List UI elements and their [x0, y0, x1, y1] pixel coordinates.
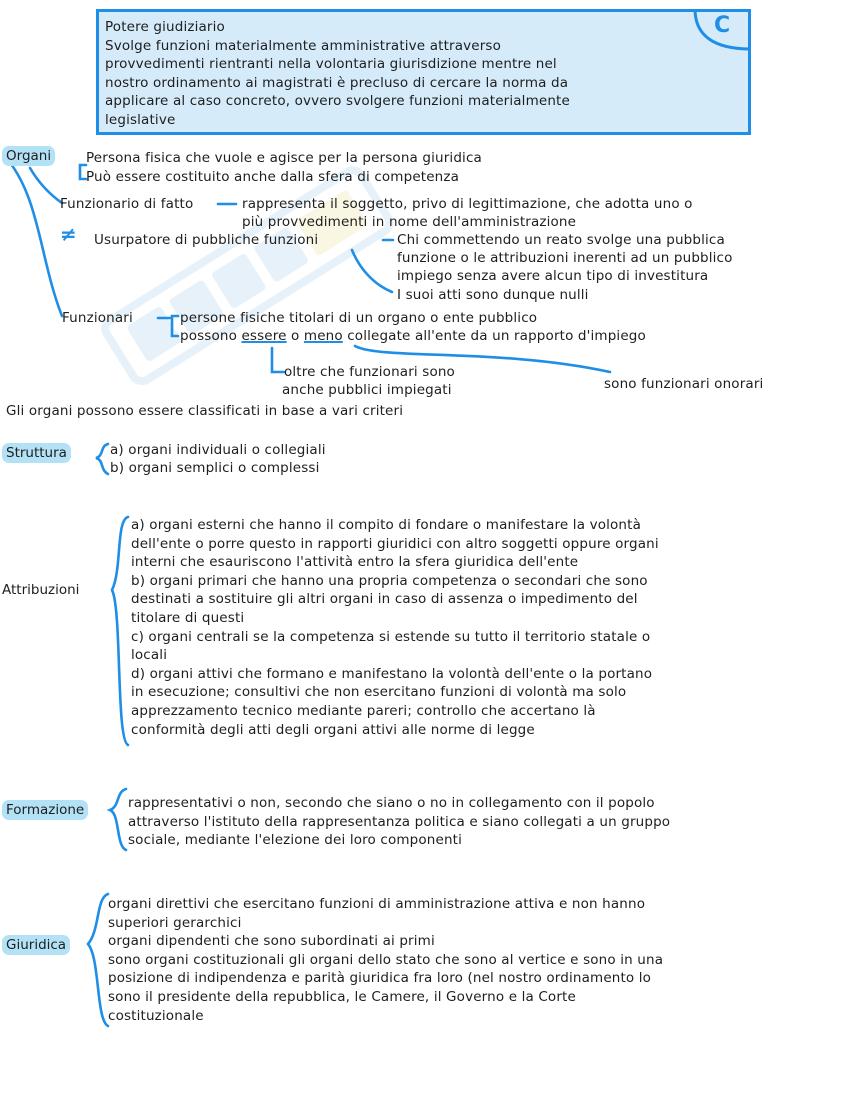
attribuzioni-line: destinati a sostituire gli altri organi in caso di assenza o impedimento del	[131, 591, 638, 608]
underlined-essere: essere	[241, 328, 287, 344]
note-essere: anche pubblici impiegati	[282, 382, 452, 398]
box-line: nostro ordinamento ai magistrati è precluso di cercare la norma da	[105, 74, 569, 91]
section-letter-tab	[693, 9, 751, 51]
attribuzioni-line: locali	[131, 647, 168, 664]
attribuzioni-text	[131, 516, 659, 739]
attribuzioni-line: in esecuzione; consultivi che non esercitano funzioni di volontà ma solo	[131, 684, 627, 701]
underlined-meno: meno	[303, 328, 343, 344]
not-equal-symbol: ≠	[60, 222, 77, 246]
usurpatore-line: impiego senza avere alcun tipo di investitura	[397, 268, 709, 284]
formazione-line: sociale, mediante l'elezione dei loro componenti	[128, 832, 463, 849]
attribuzioni-line: dell'ente o porre questo in rapporti giuridici con altro soggetti oppure organi	[131, 535, 659, 552]
note-meno: sono funzionari onorari	[604, 376, 764, 392]
giudiziario-definition-box	[96, 9, 751, 135]
attribuzioni-line: b) organi primari che hanno una propria competenza o secondari che sono	[131, 572, 648, 589]
label-funzionari: Funzionari	[62, 310, 133, 326]
attribuzioni-line: a) organi esterni che hanno il compito di fondare o manifestare la volontà	[131, 517, 642, 533]
box-title: Potere giudiziario	[105, 19, 225, 35]
giuridica-line: costituzionale	[108, 1007, 204, 1024]
label-attribuzioni: Attribuzioni	[2, 582, 80, 598]
usurpatore-line: funzione o le attribuzioni inerenti ad un pubblico	[397, 250, 733, 266]
attribuzioni-line: apprezzamento tecnico mediante pareri; controllo che accertano là	[131, 702, 596, 719]
text-fragment: possono	[180, 328, 242, 344]
struttura-line: a) organi individuali o collegiali	[110, 442, 326, 458]
giuridica-line: organi direttivi che esercitano funzioni di amministrazione attiva e non hanno	[108, 896, 646, 912]
giuridica-line: superiori gerarchici	[108, 914, 242, 931]
struttura-line: b) organi semplici o complessi	[110, 460, 320, 476]
giuridica-line: organi dipendenti che sono subordinati ai primi	[108, 933, 435, 950]
text-fragment: collegate all'ente da un rapporto d'impiego	[342, 328, 646, 344]
funzionario-fatto-line: più provvedimenti in nome dell'amministrazione	[242, 214, 577, 230]
box-line: provvedimenti rientranti nella volontaria giurisdizione mentre nel	[105, 56, 557, 73]
funzionari-line: persone fisiche titolari di un organo o ente pubblico	[180, 310, 538, 326]
attribuzioni-line: interni che esauriscono l'attività entro la sfera giuridica dell'ente	[131, 554, 579, 571]
box-line: legislative	[105, 111, 176, 128]
label-giuridica: Giuridica	[2, 935, 70, 955]
usurpatore-line: Chi commettendo un reato svolge una pubblica	[397, 232, 725, 248]
organi-line: Può essere costituito anche dalla sfera di competenza	[86, 169, 460, 185]
funzionario-fatto-line: rappresenta il soggetto, privo di legittimazione, che adotta uno o	[242, 196, 693, 212]
formazione-line: rappresentativi o non, secondo che siano o no in collegamento con il popolo	[128, 795, 655, 811]
box-line: Svolge funzioni materialmente amministrative attraverso	[105, 37, 502, 54]
funzionari-line-2	[180, 327, 646, 346]
label-funzionario-di-fatto: Funzionario di fatto	[60, 196, 194, 212]
giuridica-text	[108, 895, 663, 1025]
giudiziario-text	[105, 18, 570, 130]
classification-intro: Gli organi possono essere classificati in base a vari criteri	[6, 403, 404, 419]
label-formazione: Formazione	[2, 800, 88, 820]
formazione-text	[128, 794, 670, 850]
formazione-line: attraverso l'istituto della rappresentanza politica e siano collegati a un gruppo	[128, 813, 671, 830]
giuridica-line: sono organi costituzionali gli organi dello stato che sono al vertice e sono in una	[108, 951, 664, 968]
text-fragment: o	[286, 328, 304, 344]
label-usurpatore: Usurpatore di pubbliche funzioni	[94, 232, 319, 248]
attribuzioni-line: titolare di questi	[131, 609, 245, 626]
usurpatore-line: I suoi atti sono dunque nulli	[397, 287, 589, 303]
giuridica-line: posizione di indipendenza e parità giuridica fra loro (nel nostro ordinamento lo	[108, 970, 652, 987]
label-struttura: Struttura	[2, 443, 71, 463]
attribuzioni-line: conformità degli atti degli organi attivi alle norme di legge	[131, 721, 535, 738]
box-line: applicare al caso concreto, ovvero svolgere funzioni materialmente	[105, 93, 570, 110]
section-letter: C	[714, 13, 731, 38]
attribuzioni-line: d) organi attivi che formano e manifestano la volontà dell'ente o la portano	[131, 665, 653, 682]
organi-line: Persona fisica che vuole e agisce per la persona giuridica	[86, 150, 482, 166]
attribuzioni-line: c) organi centrali se la competenza si estende su tutto il territorio statale o	[131, 628, 651, 645]
label-organi: Organi	[2, 146, 55, 166]
giuridica-line: sono il presidente della repubblica, le Camere, il Governo e la Corte	[108, 988, 576, 1005]
note-essere: oltre che funzionari sono	[284, 364, 455, 380]
